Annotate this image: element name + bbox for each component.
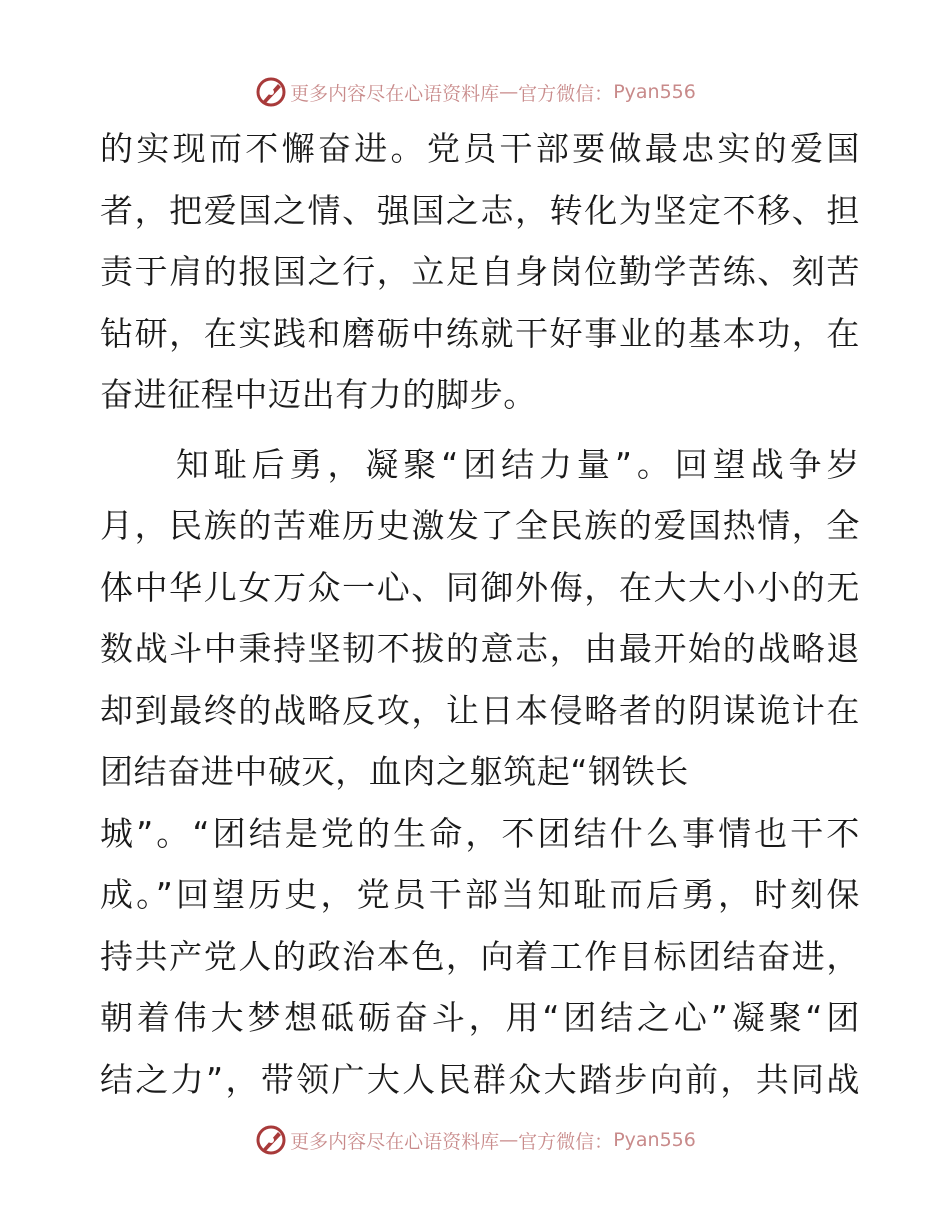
watermark-text: 更多内容尽在心语资料库: [290, 1130, 500, 1153]
watermark-handle: Pyan556: [613, 1129, 696, 1151]
body-line: 奋进征程中迈出有力的脚步。: [100, 375, 537, 414]
watermark-dash: —: [499, 1129, 519, 1151]
body-line: 者，把爱国之情、强国之志，转化为坚定不移、担: [100, 190, 860, 230]
body-line: 体中华儿女万众一心、同御外侮，在大大小小的无: [100, 567, 860, 607]
body-line: 却到最终的战略反攻，让日本侵略者的阴谋诡计在: [100, 690, 860, 730]
header-watermark: [0, 72, 950, 112]
body-line: 团结奋进中破灭，血肉之躯筑起“钢铁长: [100, 752, 689, 791]
body-line: 城”。“团结是党的生命，不团结什么事情也干不: [100, 813, 860, 853]
watermark-text: 更多内容尽在心语资料库: [290, 82, 500, 105]
pen-circle-logo-icon: [254, 75, 288, 109]
watermark-dash: —: [499, 81, 519, 103]
watermark-wechat-label: 官方微信：: [518, 82, 614, 105]
body-line: 月，民族的苦难历史激发了全民族的爱国热情，全: [100, 506, 860, 545]
body-line: 数战斗中秉持坚韧不拔的意志，由最开始的战略退: [100, 629, 860, 668]
pen-circle-logo-icon: [254, 1123, 288, 1157]
body-line: 钻研，在实践和磨砺中练就干好事业的基本功，在: [100, 313, 860, 353]
watermark-handle: Pyan556: [613, 81, 696, 103]
body-line: 知耻后勇，凝聚“团结力量”。回望战争岁: [100, 444, 860, 484]
body-line: 责于肩的报国之行，立足自身岗位勤学苦练、刻苦: [100, 252, 860, 291]
body-line: 朝着伟大梦想砥砺奋斗，用“团结之心”凝聚“团: [100, 998, 860, 1037]
body-line: 结之力”，带领广大人民群众大踏步向前，共同战: [100, 1059, 860, 1099]
footer-watermark: [0, 1120, 950, 1160]
watermark-wechat-label: 官方微信：: [518, 1130, 614, 1153]
body-line: 持共产党人的政治本色，向着工作目标团结奋进，: [100, 936, 860, 976]
body-line: 成。”回望历史，党员干部当知耻而后勇，时刻保: [100, 875, 860, 914]
body-line: 的实现而不懈奋进。党员干部要做最忠实的爱国: [100, 129, 860, 168]
